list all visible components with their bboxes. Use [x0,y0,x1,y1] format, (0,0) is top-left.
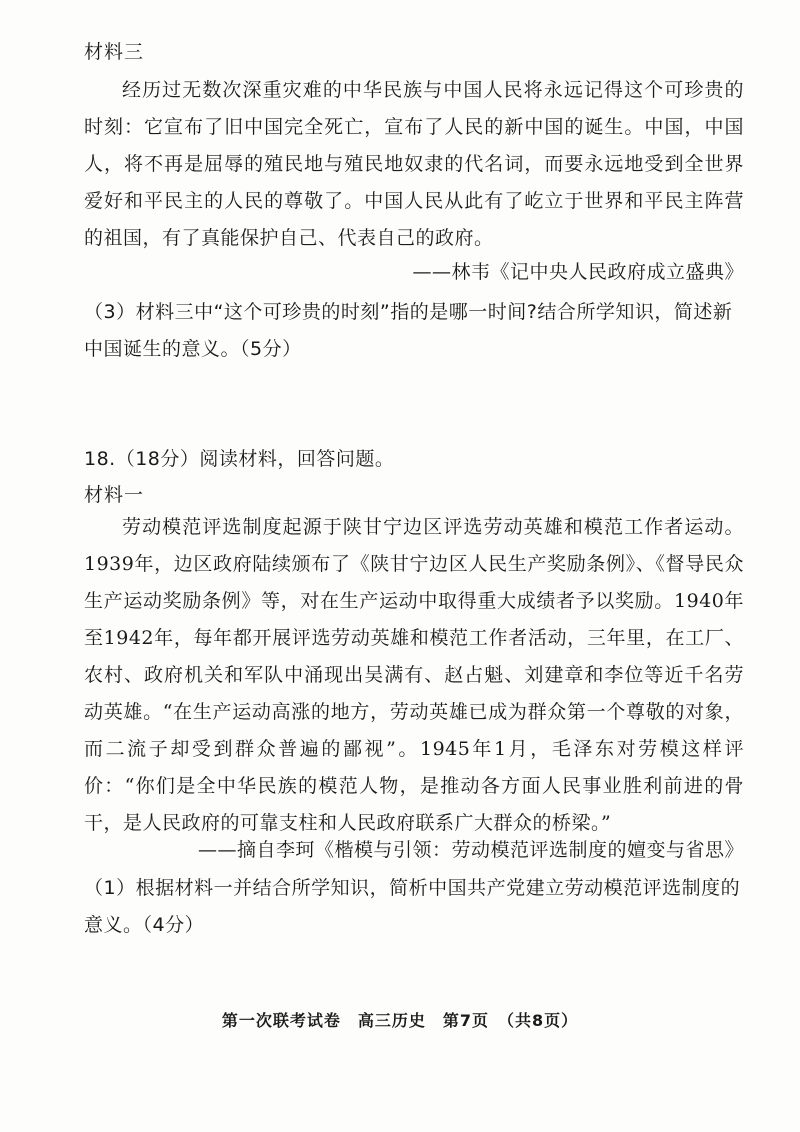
material-three-text: 经历过无数次深重灾难的中华民族与中国人民将永远记得这个可珍贵的时刻：它宣布了旧中国完全死亡，宣布了人民的新中国的诞生。中国，中国人，将不再是屈辱的殖民地与殖民地奴隶的代名词，而要永远地受到全世界爱好和平民主的人民的尊敬了。中国人民从此有了屹立于世界和平民主阵营的祖国，有了真能保护自己、代表自己的政府。 [84,79,744,249]
material-one-source: ——摘自李珂《楷模与引领：劳动模范评选制度的嬗变与省思》 [197,839,744,861]
question-17-3: （3）材料三中“这个可珍贵的时刻”指的是哪一时间?结合所学知识，简述新中国诞生的意义。（5分） [84,301,733,360]
material-one-label: 材料一 [84,484,145,506]
question-18-1: （1）根据材料一并结合所学知识，简析中国共产党建立劳动模范评选制度的意义。（4分） [84,877,741,936]
material-three-label: 材料三 [84,41,145,63]
page-footer: 第一次联考试卷 高三历史 第7页 （共8页） [221,1011,579,1030]
material-one-text: 劳动模范评选制度起源于陕甘宁边区评选劳动英雄和模范工作者运动。1939年，边区政府陆续颁布了《陕甘宁边区人民生产奖励条例》、《督导民众生产运动奖励条例》等，对在生产运动中取得重大成绩者予以奖励。1940年至1942年，每年都开展评选劳动英雄和模范工作者活动，三年里，在工厂、农村、政府机关和军队中涌现出吴满有、赵占魁、刘建章和李位等近千名劳动英雄。“在生产运动高涨的地方，劳动英雄已成为群众第一个尊敬的对象，而二流子却受到群众普遍的鄙视”。1945年1月，毛泽东对劳模这样评价：“你们是全中华民族的模范人物，是推动各方面人民事业胜利前进的骨干，是人民政府的可靠支柱和人民政府联系广大群众的桥梁。” [84,516,744,834]
material-three-source: ——林韦《记中央人民政府成立盛典》 [412,261,744,283]
question-18-header: 18.（18分）阅读材料，回答问题。 [84,448,395,470]
